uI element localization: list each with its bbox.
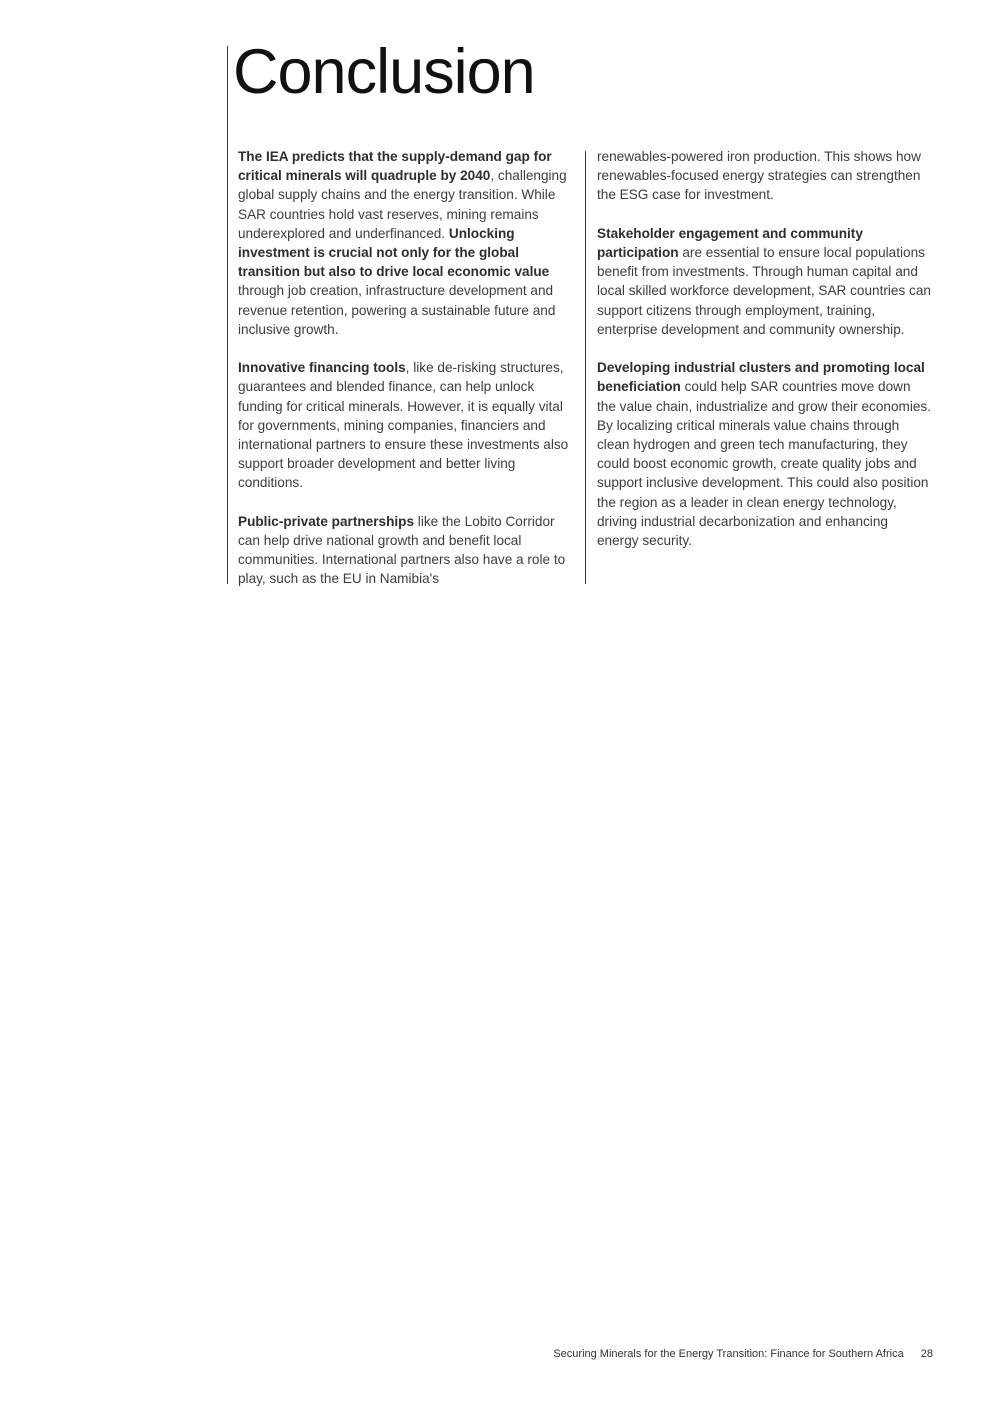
paragraph-renewables-continued	[597, 147, 932, 205]
bold-phrase: Public-private partnerships	[238, 513, 415, 529]
footer-report-title: Securing Minerals for the Energy Transition:	[553, 1348, 768, 1360]
paragraph-supply-gap	[238, 147, 580, 339]
body-text: , challenging global supply chains and the energy transition. While SAR countries hold vast reserves, mining remains underexplored and underfinanced.	[238, 168, 567, 241]
paragraph-stakeholder-engagement	[597, 224, 932, 339]
page-number: 28	[920, 1348, 933, 1360]
bold-phrase: Developing industrial clusters and promoting local beneficiation	[597, 360, 925, 395]
body-text: , like de-risking structures, guarantees and blended finance, can help unlock funding for critical minerals. However, it is equally vital for governments, mining companies, financiers and international partners to ensure these investments also support broader development and better living conditions.	[238, 360, 569, 491]
body-text: renewables-powered iron production. This shows how renewables-focused energy strategies can strengthen the ESG case for investment.	[597, 149, 921, 203]
bold-phrase: Stakeholder engagement and community participation	[597, 225, 863, 260]
footer-report-subtitle: Finance for Southern Africa	[770, 1348, 904, 1360]
body-text: are essential to ensure local populations benefit from investments. Through human capital and local skilled workforce development, SAR countries can support citizens through employment, training, enterprise development and community ownership.	[597, 245, 931, 337]
page-title: Conclusion	[233, 37, 535, 107]
paragraph-public-private	[238, 512, 580, 589]
page-footer	[420, 1346, 933, 1362]
body-text: like the Lobito Corridor can help drive national growth and benefit local communities. International partners also have a role to play, such as the EU in Namibia's	[238, 513, 566, 587]
left-text-column	[238, 147, 580, 608]
paragraph-industrial-clusters	[597, 358, 932, 550]
paragraph-financing-tools	[238, 358, 580, 492]
body-text: could help SAR countries move down the value chain, industrialize and grow their economies. By localizing critical minerals value chains through clean hydrogen and green tech manufacturing, they could boost economic growth, create quality jobs and support inclusive development. This could also position the region as a leader in clean energy technology, driving industrial decarbonization and enhancing energy security.	[597, 379, 931, 549]
body-text: through job creation, infrastructure development and revenue retention, powering a sustainable future and inclusive growth.	[238, 283, 556, 337]
column-divider-rule	[585, 151, 586, 584]
right-text-column	[597, 147, 932, 569]
bold-phrase: The IEA predicts that the supply-demand gap for critical minerals will quadruple by 2040	[238, 149, 552, 184]
bold-phrase: Innovative financing tools	[238, 360, 406, 376]
bold-phrase: Unlocking investment is crucial not only for the global transition but also to drive local economic value	[238, 225, 550, 280]
left-vertical-rule	[227, 46, 228, 584]
